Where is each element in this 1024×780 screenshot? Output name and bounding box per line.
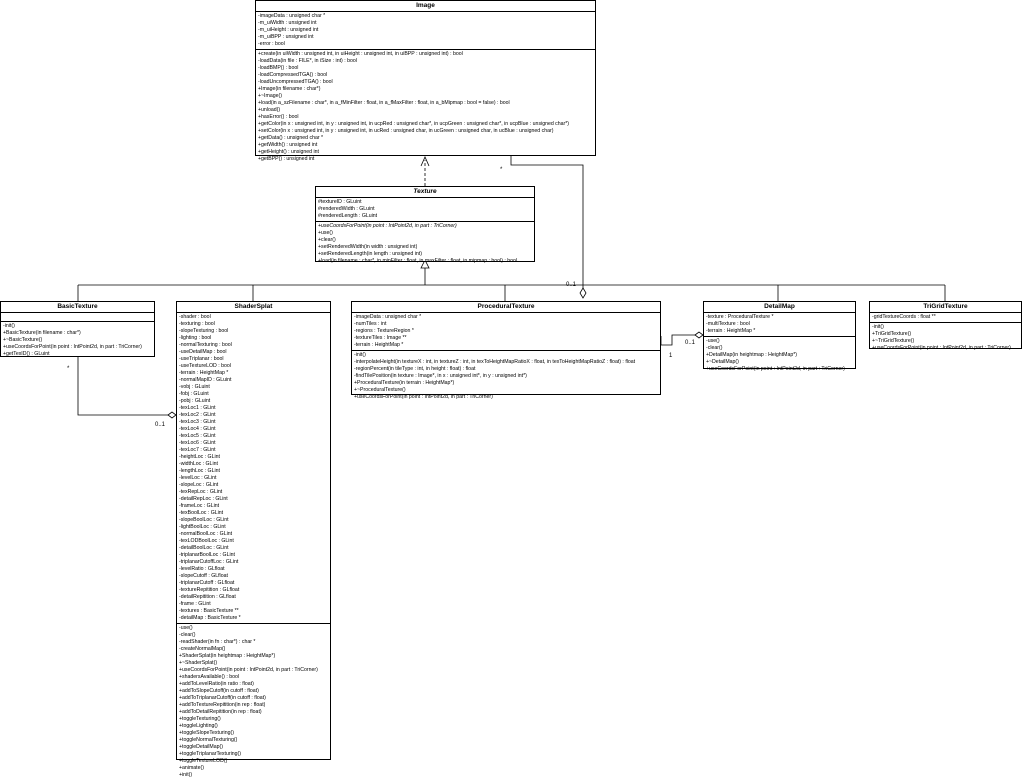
class-member: +useCoordsForPoint(in point : IntPoint2d, in part : TriCorner) — [318, 223, 457, 229]
class-proceduraltexture — [351, 301, 661, 400]
class-member: -loadData(in file : FILE*, in iSize : int) : bool — [258, 58, 357, 64]
class-member: -shader : bool — [179, 314, 211, 320]
multiplicity-detail-zero-one: 0..1 — [685, 340, 696, 346]
operations-section — [870, 323, 1021, 353]
class-member: -lengthLoc : GLint — [179, 468, 220, 474]
class-member: +addToLevelRatio(in ratio : float) — [179, 681, 254, 687]
class-texture — [315, 186, 535, 262]
class-member: -regionPercent(in tileType : int, in height : float) : float — [354, 366, 476, 372]
class-member: -detailRepLoc : GLint — [179, 496, 228, 502]
multiplicity-basic-star: * — [67, 366, 70, 372]
class-member: -texLoc6 : GLint — [179, 440, 216, 446]
class-member: -clear() — [179, 632, 196, 638]
multiplicity-image-zero-one: 0..1 — [566, 282, 577, 288]
class-member: -loadBMP() : bool — [258, 65, 299, 71]
class-member: -texLoc1 : GLint — [179, 405, 216, 411]
class-member: +BasicTexture(in filename : char*) — [3, 330, 81, 336]
class-member: -levelRatio : GLfloat — [179, 566, 225, 572]
class-shadersplat — [176, 301, 331, 778]
class-title: Image — [256, 1, 595, 12]
class-member: -createNormalMap() — [179, 646, 226, 652]
class-member: -texLoc7 : GLint — [179, 447, 216, 453]
class-member: +TriGridTexture() — [872, 331, 912, 337]
class-member: +toggleSlopeTexturing() — [179, 730, 234, 736]
class-member: +setColor(in x : unsigned int, in y : unsigned int, in ucRed : unsigned char, in ucGreen : unsigned char, in ucBlue : unsigned char) — [258, 128, 554, 134]
class-member: +~Image() — [258, 93, 282, 99]
class-member: -texLODBoolLoc : GLint — [179, 538, 234, 544]
class-member: -frameLoc : GLint — [179, 503, 220, 509]
class-member: -terrain : HeightMap * — [354, 342, 404, 348]
operations-section — [177, 624, 330, 780]
class-member: -frame : GLint — [179, 601, 211, 607]
class-member: +use() — [318, 230, 333, 236]
class-member: -gridTextureCoords : float ** — [872, 314, 936, 320]
attributes-section — [352, 313, 660, 351]
class-member: -terrain : HeightMap * — [179, 370, 229, 376]
aggregation-diamond — [580, 288, 586, 298]
class-member: -readShader(in fn : char*) : char * — [179, 639, 256, 645]
attributes-section — [870, 313, 1021, 323]
class-member: -use() — [706, 338, 720, 344]
class-title: TriGridTexture — [870, 302, 1021, 313]
class-trigridtexture — [869, 301, 1022, 349]
class-title: BasicTexture — [1, 302, 154, 313]
operations-section — [352, 351, 660, 402]
class-member: -init() — [872, 324, 884, 330]
class-member: -error : bool — [258, 41, 285, 47]
class-member: +getHeight() : unsigned int — [258, 149, 319, 155]
attributes-section — [316, 198, 534, 222]
class-member: -loadUncompressedTGA() : bool — [258, 79, 333, 85]
class-member: -detailMap : BasicTexture * — [179, 615, 241, 621]
class-member: -widthLoc : GLint — [179, 461, 218, 467]
class-member: #textureID : GLuint — [318, 199, 362, 205]
class-member: +load(in filename : char*, in minFilter : float, in maxFilter : float, in mipmap : bool) : bool — [318, 258, 518, 264]
class-member: -loadCompressedTGA() : bool — [258, 72, 328, 78]
operations-section — [1, 322, 154, 359]
class-member: +create(in uiWidth : unsigned int, in uiHeight : unsigned int, in uiBPP : unsigned int) : bool — [258, 51, 463, 57]
class-member: -useDetailMap : bool — [179, 349, 227, 355]
class-member: +toggleTriplanarTexturing() — [179, 751, 241, 757]
operations-section — [704, 337, 855, 374]
operations-section — [256, 50, 595, 164]
class-member: -texturing : bool — [179, 321, 215, 327]
class-member: -slopeTexturing : bool — [179, 328, 229, 334]
class-member: +DetailMap(in heightmap : HeightMap*) — [706, 352, 797, 358]
class-member: +toggleTextureLOD() — [179, 758, 228, 764]
basic-splat-association — [78, 356, 172, 415]
class-member: +ProceduralTexture(in terrain : HeightMap*) — [354, 380, 455, 386]
class-member: -terrain : HeightMap * — [706, 328, 756, 334]
class-title: ProceduralTexture — [352, 302, 660, 313]
class-member: +useCoordsForPoint(in point : IntPoint2d, in part : TriCorner) — [354, 394, 493, 400]
class-title: ShaderSplat — [177, 302, 330, 313]
class-member: -texLoc3 : GLint — [179, 419, 216, 425]
class-member: +hasError() : bool — [258, 114, 299, 120]
attributes-section — [177, 313, 330, 624]
class-member: +useCoordsForPoint(in point : IntPoint2d, in part : TriCorner) — [706, 366, 845, 372]
class-member: +unload() — [258, 107, 281, 113]
class-member: +toggleDetailMap() — [179, 744, 223, 750]
class-member: +~DetailMap() — [706, 359, 739, 365]
class-member: -slopeBoolLoc : GLint — [179, 517, 229, 523]
class-member: -regions : TextureRegion * — [354, 328, 414, 334]
class-member: -m_uiWidth : unsigned int — [258, 20, 317, 26]
class-member: +load(in a_szFilename : char*, in a_fMinFilter : float, in a_fMaxFilter : float, in a_bMipmap : bool = false) : bool — [258, 100, 510, 106]
class-member: -use() — [179, 625, 193, 631]
class-member: -fobj : GLuint — [179, 391, 209, 397]
class-member: -texRepLoc : GLint — [179, 489, 223, 495]
class-detailmap — [703, 301, 856, 372]
class-member: -normalMapID : GLuint — [179, 377, 232, 383]
class-member: -detailRepitition : GLfloat — [179, 594, 236, 600]
class-member: -texLoc2 : GLint — [179, 412, 216, 418]
class-member: -texBoolLoc : GLint — [179, 510, 224, 516]
class-member: -triplanarCutoffLoc : GLint — [179, 559, 239, 565]
class-member: -pobj : GLuint — [179, 398, 211, 404]
class-member: #renderedWidth : GLuint — [318, 206, 375, 212]
class-member: +addToTriplanarCutoff(in cutoff : float) — [179, 695, 266, 701]
class-member: -slopeLoc : GLint — [179, 482, 219, 488]
detail-aggregation-diamond — [695, 332, 703, 338]
class-member: +getColor(in x : unsigned int, in y : unsigned int, in ucpRed : unsigned char*, in ucpGreen : unsigned char*, in ucpBlue : unsigned char*) — [258, 121, 570, 127]
attributes-section — [1, 313, 154, 322]
class-member: +toggleTexturing() — [179, 716, 221, 722]
class-member: -slopeCutoff : GLfloat — [179, 573, 228, 579]
class-member: +addToSlopeCutoff(in cutoff : float) — [179, 688, 259, 694]
class-title: Texture — [316, 187, 534, 198]
class-member: +getTexID() : GLuint — [3, 351, 50, 357]
class-member: -numTiles : int — [354, 321, 387, 327]
class-image — [255, 0, 596, 162]
class-member: +setRenderedLength(in length : unsigned int) — [318, 251, 422, 257]
class-member: +toggleNormalTexturing() — [179, 737, 238, 743]
class-member: -findTilePosition(in texture : Image*, in x : unsigned int*, in y : unsigned int*) — [354, 373, 527, 379]
class-member: +~ProceduralTexture() — [354, 387, 406, 393]
class-member: -texLoc4 : GLint — [179, 426, 216, 432]
class-member: -init() — [3, 323, 15, 329]
class-member: +useCoordsForPoint(in point : IntPoint2d, in part : TriCorner) — [179, 667, 318, 673]
class-member: +animate() — [179, 765, 204, 771]
class-member: +ShaderSplat(in heightmap : HeightMap*) — [179, 653, 276, 659]
class-member: +toggleLighting() — [179, 723, 218, 729]
class-member: -lighting : bool — [179, 335, 212, 341]
class-member: -vobj : GLuint — [179, 384, 210, 390]
class-member: +useCoordsForPoint(in point : IntPoint2d, in part : TriCorner) — [3, 344, 142, 350]
class-member: +getData() : unsigned char * — [258, 135, 324, 141]
class-member: -detailBoolLoc : GLint — [179, 545, 229, 551]
class-member: -imageData : unsigned char * — [258, 13, 326, 19]
class-member: +Image(in filename : char*) — [258, 86, 321, 92]
class-member: -levelLoc : GLint — [179, 475, 217, 481]
class-member: -interpolateHeight(in textureX : int, in textureZ : int, in texToHeightMapRatioX : float, in texToHeightMapRatioZ : float) : float — [354, 359, 636, 365]
multiplicity-image-star: * — [500, 167, 503, 173]
class-member: #renderedLength : GLuint — [318, 213, 378, 219]
class-member: -heightLoc : GLint — [179, 454, 220, 460]
class-member: -m_uiBPP : unsigned int — [258, 34, 314, 40]
class-member: +useCoordsForPoint(in point : IntPoint2d, in part : TriCorner) — [872, 345, 1011, 351]
class-member: +~ShaderSplat() — [179, 660, 218, 666]
class-member: +getBPP() : unsigned int — [258, 156, 315, 162]
class-member: -normalBoolLoc : GLint — [179, 531, 233, 537]
class-member: -clear() — [706, 345, 723, 351]
class-member: -useTriplanar : bool — [179, 356, 224, 362]
multiplicity-detail-one: 1 — [669, 353, 673, 359]
class-member: -normalTexturing : bool — [179, 342, 232, 348]
class-member: +~TriGridTexture() — [872, 338, 915, 344]
attributes-section — [256, 12, 595, 50]
class-member: -triplanarBoolLoc : GLint — [179, 552, 235, 558]
class-member: +addToTextureRepitition(in rep : float) — [179, 702, 266, 708]
attributes-section — [704, 313, 855, 337]
class-member: +getWidth() : unsigned int — [258, 142, 318, 148]
class-title: DetailMap — [704, 302, 855, 313]
class-member: +addToDetailRepitition(in rep : float) — [179, 709, 262, 715]
operations-section — [316, 222, 534, 266]
class-member: -textureTiles : Image ** — [354, 335, 407, 341]
class-member: +clear() — [318, 237, 336, 243]
class-member: -m_uiHeight : unsigned int — [258, 27, 319, 33]
class-member: +init() — [179, 772, 193, 778]
class-member: +shadersAvailable() : bool — [179, 674, 240, 680]
class-member: -triplanarCutoff : GLfloat — [179, 580, 235, 586]
class-member: -imageData : unsigned char * — [354, 314, 422, 320]
multiplicity-splat-zero-one: 0..1 — [155, 422, 166, 428]
class-member: -textures : BasicTexture ** — [179, 608, 239, 614]
class-member: -init() — [354, 352, 366, 358]
class-member: -multiTexture : bool — [706, 321, 750, 327]
splat-aggregation-diamond — [168, 412, 176, 418]
class-member: -useTextureLOD : bool — [179, 363, 231, 369]
class-member: -textureRepitition : GLfloat — [179, 587, 240, 593]
class-member: -texLoc5 : GLint — [179, 433, 216, 439]
class-member: -texture : ProceduralTexture * — [706, 314, 774, 320]
class-member: +setRenderedWidth(in width : unsigned int) — [318, 244, 418, 250]
class-basictexture — [0, 301, 155, 357]
class-member: +~BasicTexture() — [3, 337, 43, 343]
class-member: -lightBoolLoc : GLint — [179, 524, 226, 530]
